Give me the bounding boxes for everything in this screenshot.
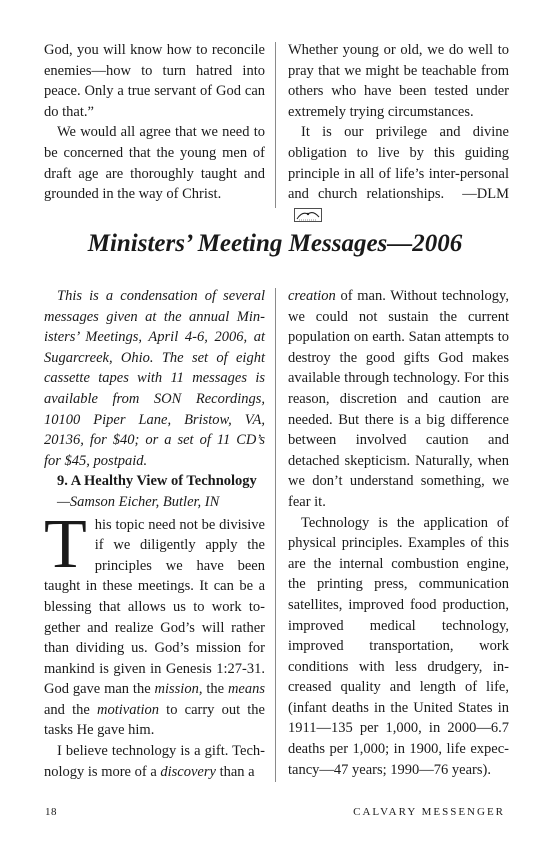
top-right-column: [288, 40, 509, 225]
text-run: his topic need not be divisive if we diligently apply the principles we have been taught in these meetings. It can be a blessing that allows us to work together and realize God’s will rather than dividing us. God’s mission for mankind is given in Genesis 1:27-31. God gave man the: [44, 516, 265, 698]
intro-block: [44, 286, 265, 471]
paragraph: [288, 286, 509, 513]
text-run: to carry out the tasks He gave him.: [44, 701, 265, 739]
signature: —DLM: [462, 186, 509, 203]
paragraph-text: It is our privilege and divine obligation to live by this guiding principle in all of life’s inter-personal and church relationships.: [288, 124, 509, 203]
text-run: I believe technology is a gift. Technology is more of a: [44, 743, 265, 780]
bottom-right-column: [288, 286, 509, 780]
emphasis: motivation: [96, 701, 160, 718]
emphasis: mission,: [154, 681, 203, 698]
text-run: the: [202, 681, 228, 698]
text-run: than a: [215, 763, 255, 780]
column-divider: [275, 42, 276, 208]
paragraph: [44, 741, 265, 782]
paragraph: Technology is the application of physical principles. Examples of this are the internal combustion engine, the printing press, communication satellites, improved food production, improved medical technology, improved transportation, work conditions with less drudgery, increased quality and length of life, (infant deaths in the United States in 1911—135 per 1,000, in 2000—6.7 deaths per 1,000; in 1900, life expectancy—47 years; 1990—76 years).: [288, 514, 509, 778]
paragraph: Whether young or old, we do well to pray that we might be teachable from others who have been tested under extremely trying circumstances.: [288, 42, 509, 120]
paragraph: We would all agree that we need to be concerned that the young men of draft age are thoroughly taught and grounded in the way of Christ.: [44, 124, 265, 203]
article-title: Ministers’ Meeting Messages—2006: [87, 230, 463, 257]
text-run: and the: [44, 701, 97, 718]
top-left-column: [44, 40, 265, 205]
drop-cap: T: [44, 505, 87, 583]
section-author: —Samson Eicher, Butler, IN: [57, 493, 220, 510]
section-heading: 9. A Healthy View of Technology: [57, 473, 257, 490]
paragraph: God, you will know how to reconcile enemies—how to turn hatred into peace. Only a true servant of God can do that.”: [44, 42, 265, 120]
bird-ornament-icon: [294, 208, 322, 222]
intro-paragraph: This is a condensation of several messages given at the annual Ministers’ Meetings, April 4-6, 2006, at Sugarcreek, Ohio. The set of eight cassette tapes with 11 messages is available from SON Recordings, 10100 Piper Lane, Bristow, VA, 20136, for $40; or a set of 11 CD’s for $45, postpaid.: [44, 288, 265, 469]
paragraph: [44, 505, 265, 742]
publication-name: CALVARY MESSENGER: [353, 806, 505, 818]
column-divider: [275, 288, 276, 782]
emphasis: creation: [288, 288, 336, 304]
emphasis: discovery: [160, 763, 216, 780]
emphasis: means: [227, 681, 265, 698]
paragraph: [288, 122, 509, 225]
page-number: 18: [45, 806, 57, 818]
bottom-left-column: [44, 286, 265, 782]
text-run: of man. Without technology, we could not sustain the current population on earth. Satan attempts to destroy the good gifts God makes available through technology. For this reason, discretion and caution are needed. But there is a big difference between involved caution and detached skepticism. Naturally, when we don’t understand something, we fear it.: [288, 288, 509, 510]
